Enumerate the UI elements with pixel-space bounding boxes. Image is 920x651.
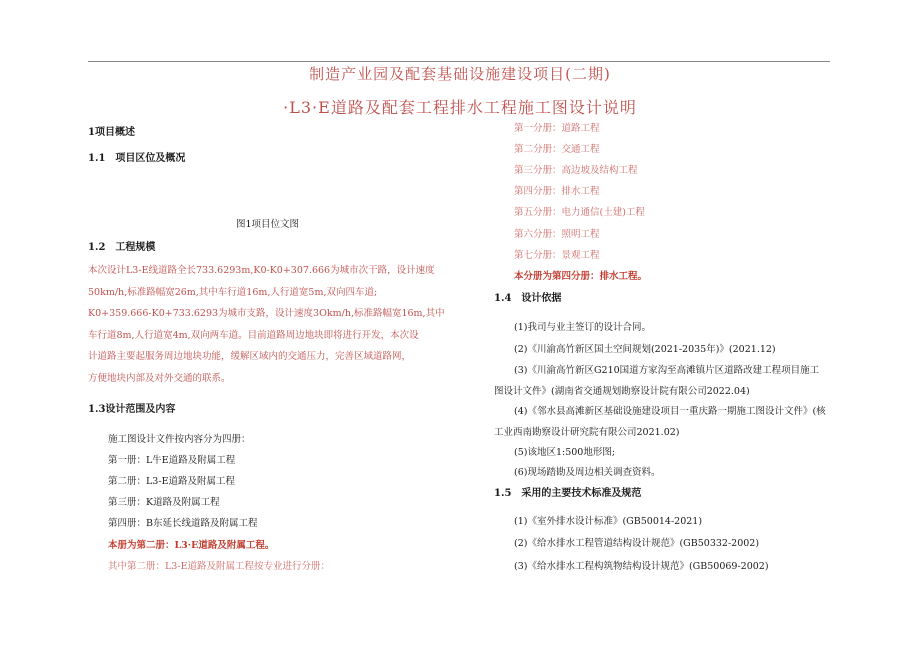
part-7: 第七分册：景观工程 (514, 250, 600, 261)
part-1: 第一分册：道路工程 (514, 123, 600, 134)
basis-4-line-1: (4)《邻水县高滩新区基础设施建设项目一重庆路一期施工图设计文件》(核 (514, 406, 826, 417)
scale-line: 本次设计L3-E线道路全长733.6293m,K0-K0+307.666为城市次干路，设计速度 (88, 265, 435, 276)
standard-2: (2)《给水排水工程管道结构设计规范》(GB50332-2002) (514, 538, 760, 549)
basis-2: (2)《川渝高竹新区国土空间规划(2021-2035年)》(2021.12) (514, 344, 776, 355)
basis-3-line-2: 图设计文件》(湖南省交通规划勘察设计院有限公司2022.04) (494, 386, 750, 397)
section-1-5-heading: 1.5 采用的主要技术标准及规范 (494, 488, 642, 499)
part-6: 第六分册：照明工程 (514, 229, 600, 240)
document-title: ·L3·E道路及配套工程排水工程施工图设计说明 (283, 98, 637, 117)
header-rule (88, 61, 830, 62)
section-1-2-heading: 1.2 工程规模 (88, 242, 156, 253)
basis-1: (1)我司与业主签订的设计合同。 (514, 322, 651, 333)
section-1-heading: 1项目概述 (88, 127, 135, 138)
basis-5: (5)该地区1:500地形图; (514, 447, 616, 458)
part-2: 第二分册：交通工程 (514, 144, 600, 155)
scale-line: 计道路主要起服务周边地块功能，缓解区域内的交通压力，完善区域道路网， (88, 351, 412, 362)
part-3: 第三分册：高边坡及结构工程 (514, 165, 638, 176)
standard-1: (1)《室外排水设计标准》(GB50014-2021) (514, 516, 703, 527)
book-1: 第一册：L牛E道路及附属工程 (108, 455, 236, 466)
scale-line: K0+359.666-K0+733.6293为城市支路，设计速度3Okm/h,标准路幅宽16m,其中 (88, 308, 445, 319)
book-4: 第四册：B东延长线道路及附属工程 (108, 518, 258, 529)
standard-3: (3)《给水排水工程构筑物结构设计规范》(GB50069-2002) (514, 561, 769, 572)
sub-volume-intro: 其中第二册：L3-E道路及附属工程按专业进行分册： (108, 561, 330, 572)
basis-3-line-1: (3)《川渝高竹新区G210国道方家沟至高滩镇片区道路改建工程项目施工 (514, 365, 820, 376)
section-1-3-heading: 1.3设计范围及内容 (88, 404, 176, 415)
project-title: 制造产业园及配套基础设施建设项目(二期) (309, 65, 611, 83)
figure-caption: 图1项目位文图 (236, 219, 300, 230)
basis-4-line-2: 工业西南勘察设计研究院有限公司2021.02) (494, 427, 680, 438)
scale-line: 方便地块内部及对外交通的联系。 (88, 372, 231, 384)
this-part-note: 本分册为第四分册：排水工程。 (514, 271, 648, 282)
this-book-note: 本册为第二册：L3·E道路及附属工程。 (108, 540, 275, 551)
book-3: 第三册：K道路及附属工程 (108, 497, 220, 508)
books-intro: 施工图设计文件按内容分为四册： (108, 434, 251, 445)
part-5: 第五分册：电力通信(土建)工程 (514, 207, 645, 218)
scale-line: 车行道8m,人行道宽4m,双向两车道。目前道路周边地块即将进行开发，本次设 (88, 329, 419, 341)
book-2: 第二册：L3-E道路及附属工程 (108, 476, 235, 487)
scale-line: 50km/h,标准路幅宽26m,其中车行道16m,人行道宽5m,双向四车道; (88, 286, 378, 298)
basis-6: (6)现场踏勘及周边相关调查资料。 (514, 467, 661, 478)
part-4: 第四分册：排水工程 (514, 186, 600, 197)
section-1-1-heading: 1.1 项目区位及概况 (88, 153, 186, 164)
section-1-4-heading: 1.4 设计依据 (494, 293, 562, 304)
scale-paragraph (88, 260, 453, 389)
